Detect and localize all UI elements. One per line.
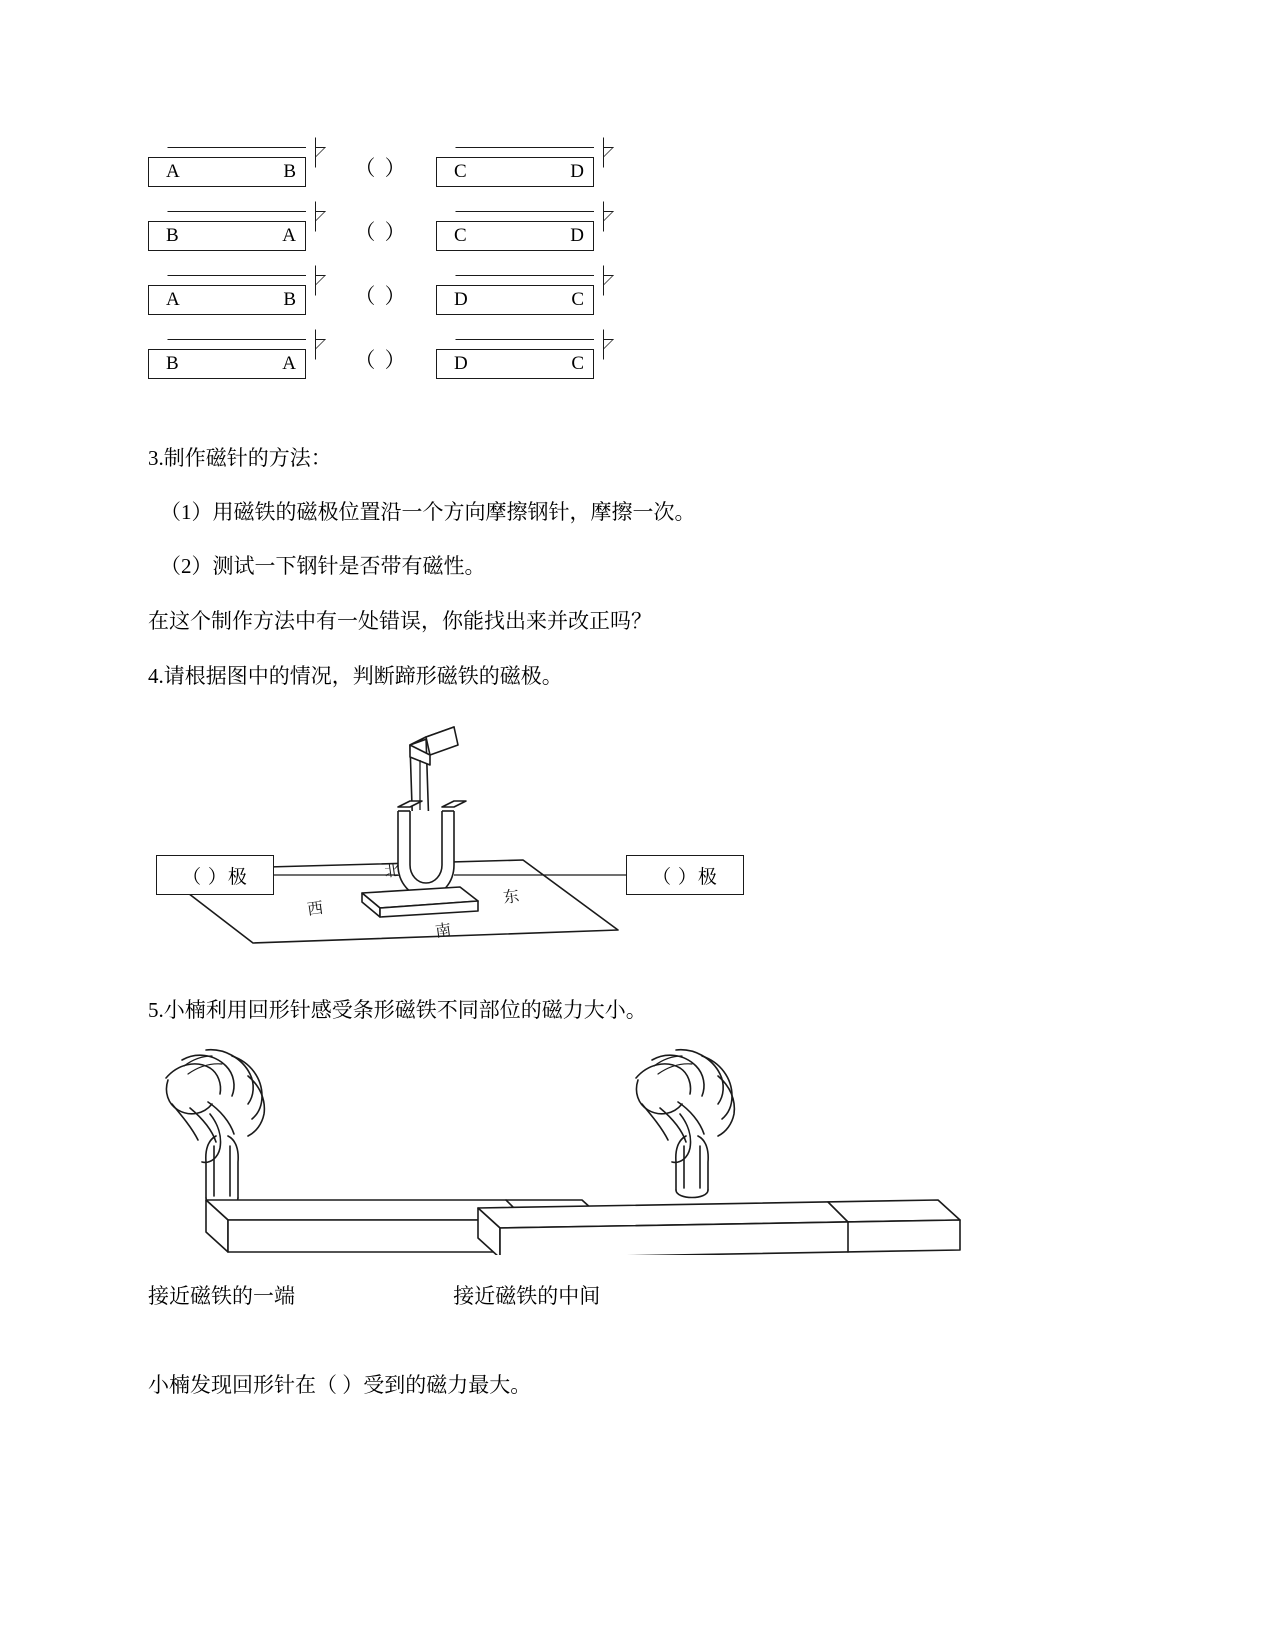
magnet-label: A — [166, 161, 180, 182]
magnet-bar-left — [148, 339, 318, 379]
question-3-step-2: （2）测试一下钢针是否带有磁性。 — [160, 554, 486, 578]
magnet-pair-row — [148, 199, 708, 263]
left-pole-answer-text: （ ）极 — [182, 866, 248, 888]
magnet-bar-left — [148, 147, 318, 187]
question-3-prompt: 在这个制作方法中有一处错误，你能找出来并改正吗？ — [148, 609, 652, 633]
magnet-bar-left — [148, 275, 318, 315]
question-4-title: 4.请根据图中的情况，判断蹄形磁铁的磁极。 — [148, 664, 563, 688]
question-3-step-1: （1）用磁铁的磁极位置沿一个方向摩擦钢针，摩擦一次。 — [160, 500, 696, 524]
caption-left: 接近磁铁的一端 — [148, 1284, 295, 1308]
question-5-title: 5.小楠利用回形针感受条形磁铁不同部位的磁力大小。 — [148, 998, 647, 1022]
magnet-pair-diagram — [148, 135, 708, 391]
magnet-label: D — [570, 161, 584, 182]
question-3-title: 3.制作磁针的方法： — [148, 446, 332, 470]
magnet-label: C — [454, 161, 467, 182]
caption-right: 接近磁铁的中间 — [453, 1284, 601, 1308]
paperclip-experiment-figures — [148, 1040, 978, 1255]
compass-north-label: 北 — [383, 861, 402, 881]
magnet-label: B — [283, 161, 296, 182]
magnet-label: C — [571, 353, 584, 374]
magnet-bar-right — [436, 211, 606, 251]
magnet-label: A — [282, 353, 296, 374]
magnet-bar-right — [436, 147, 606, 187]
left-pole-answer-box[interactable] — [156, 855, 274, 895]
answer-parenthesis[interactable]: （ ） — [354, 156, 408, 180]
right-pole-answer-box[interactable] — [626, 855, 744, 895]
right-pole-answer-text: （ ）极 — [652, 866, 718, 888]
magnet-label: B — [166, 225, 179, 246]
compass-east-label: 东 — [502, 887, 521, 907]
magnet-label: D — [454, 289, 468, 310]
answer-parenthesis[interactable]: （ ） — [354, 220, 408, 244]
compass-west-label: 西 — [306, 899, 325, 919]
magnet-label: B — [283, 289, 296, 310]
magnet-label: C — [454, 225, 467, 246]
magnet-bar-right — [436, 275, 606, 315]
figure-captions — [148, 1280, 848, 1310]
magnet-label: C — [571, 289, 584, 310]
magnet-label: D — [454, 353, 468, 374]
magnet-bar-left — [148, 211, 318, 251]
magnet-bar-right — [436, 339, 606, 379]
answer-parenthesis[interactable]: （ ） — [354, 284, 408, 308]
paperclip-hand-illustrations — [148, 1040, 978, 1255]
question-5-conclusion: 小楠发现回形针在（ ）受到的磁力最大。 — [148, 1373, 532, 1397]
magnet-pair-row — [148, 263, 708, 327]
magnet-label: A — [166, 289, 180, 310]
magnet-label: D — [570, 225, 584, 246]
horseshoe-magnet-illustration — [148, 715, 768, 955]
magnet-label: B — [166, 353, 179, 374]
magnet-pair-row — [148, 327, 708, 391]
horseshoe-magnet-figure — [148, 715, 768, 955]
magnet-label: A — [282, 225, 296, 246]
magnet-pair-row — [148, 135, 708, 199]
compass-south-label: 南 — [434, 921, 453, 941]
answer-parenthesis[interactable]: （ ） — [354, 348, 408, 372]
